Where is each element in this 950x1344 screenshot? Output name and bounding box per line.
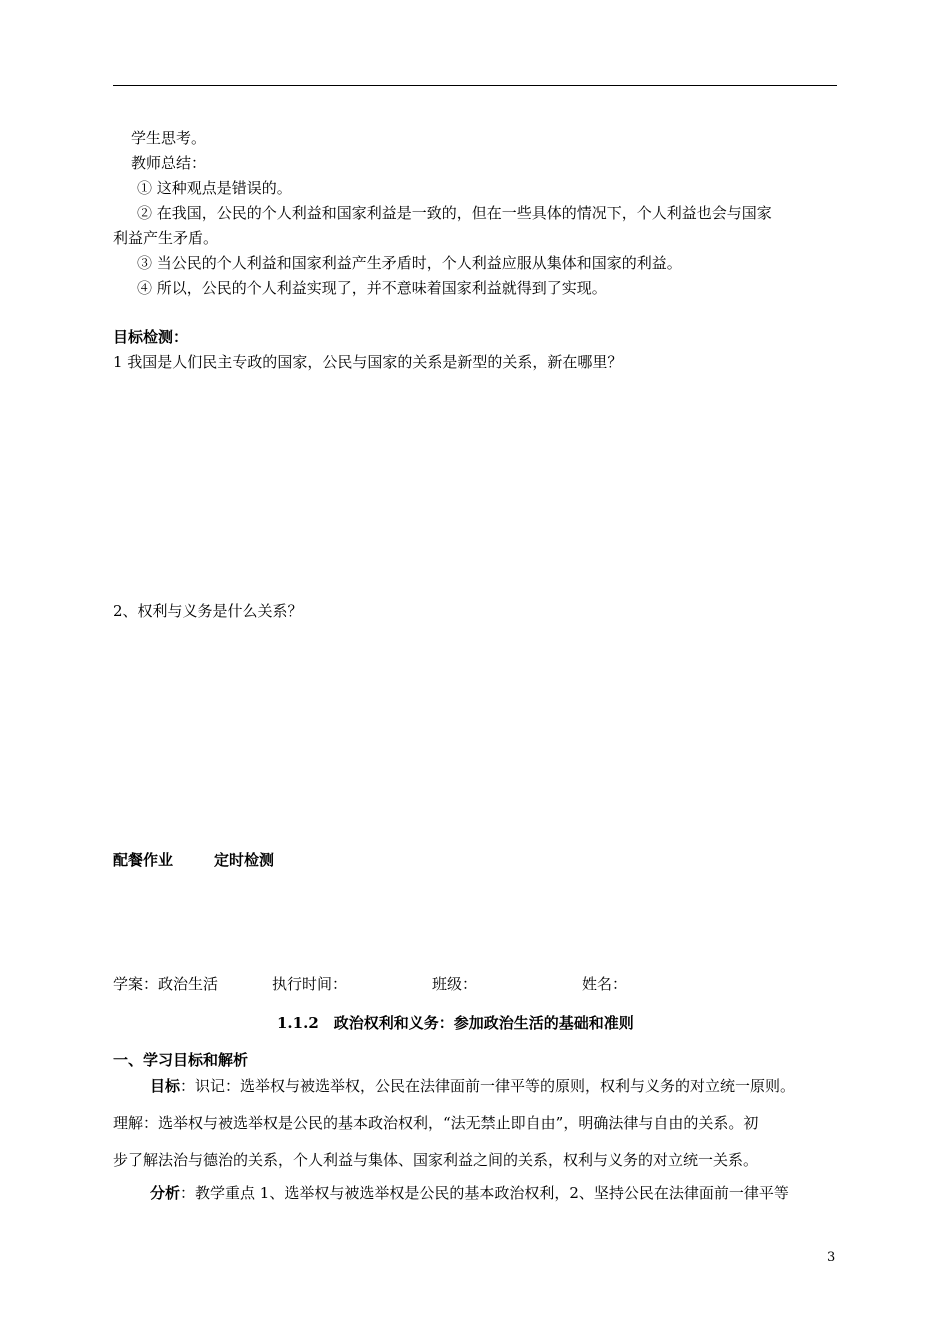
teacher-summary: 教师总结：	[131, 154, 207, 172]
analysis-line-1	[150, 1183, 837, 1203]
goal-label: 目标	[150, 1077, 181, 1095]
goal-line-2	[113, 1113, 837, 1133]
summary-point-1: ① 这种观点是错误的。	[137, 179, 292, 197]
summary-point-2-line2: 利益产生矛盾。	[113, 229, 219, 247]
goal-line-3	[113, 1150, 837, 1170]
summary-point-2-text: ② 在我国，公民的个人利益和国家利益是一致的，但在一些具体的情况下，个人利益也会与国家	[137, 204, 772, 222]
study-plan-label: 学案：政治生活	[113, 975, 219, 993]
summary-point-2-line1	[137, 203, 837, 223]
analysis-label: 分析	[150, 1184, 181, 1202]
name-label: 姓名：	[582, 975, 628, 993]
exec-time-label: 执行时间：	[272, 975, 348, 993]
goal-text-2: 理解：选举权与被选举权是公民的基本政治权利，“法无禁止即自由”，明确法律与自由的关系。初	[113, 1114, 759, 1132]
student-think: 学生思考。	[131, 129, 207, 147]
goal-text-3: 步了解法治与德治的关系，个人利益与集体、国家利益之间的关系，权利与义务的对立统一关系。	[113, 1151, 759, 1169]
class-label: 班级：	[432, 975, 478, 993]
homework-label: 配餐作业	[113, 851, 174, 869]
page-number: 3	[827, 1250, 836, 1265]
timed-test-label: 定时检测	[214, 851, 275, 869]
goal-check-heading: 目标检测：	[113, 328, 189, 346]
goal-check-question-2: 2、权利与义务是什么关系？	[113, 602, 303, 620]
goal-check-question-1: 1 我国是人们民主专政的国家，公民与国家的关系是新型的关系，新在哪里？	[113, 353, 623, 371]
header-rule	[113, 85, 837, 86]
goal-text-1: ：识记：选举权与被选举权，公民在法律面前一律平等的原则，权利与义务的对立统一原则。	[180, 1077, 796, 1095]
summary-point-3: ③ 当公民的个人利益和国家利益产生矛盾时，个人利益应服从集体和国家的利益。	[137, 254, 682, 272]
lesson-title: 1.1.2 政治权利和义务：参加政治生活的基础和准则	[277, 1014, 634, 1032]
analysis-text-1: ：教学重点 1、选举权与被选举权是公民的基本政治权利，2、坚持公民在法律面前一律平等	[180, 1184, 789, 1202]
goal-line-1	[150, 1076, 837, 1096]
summary-point-4: ④ 所以，公民的个人利益实现了，并不意味着国家利益就得到了实现。	[137, 279, 607, 297]
section-one-heading: 一、学习目标和解析	[113, 1051, 249, 1069]
